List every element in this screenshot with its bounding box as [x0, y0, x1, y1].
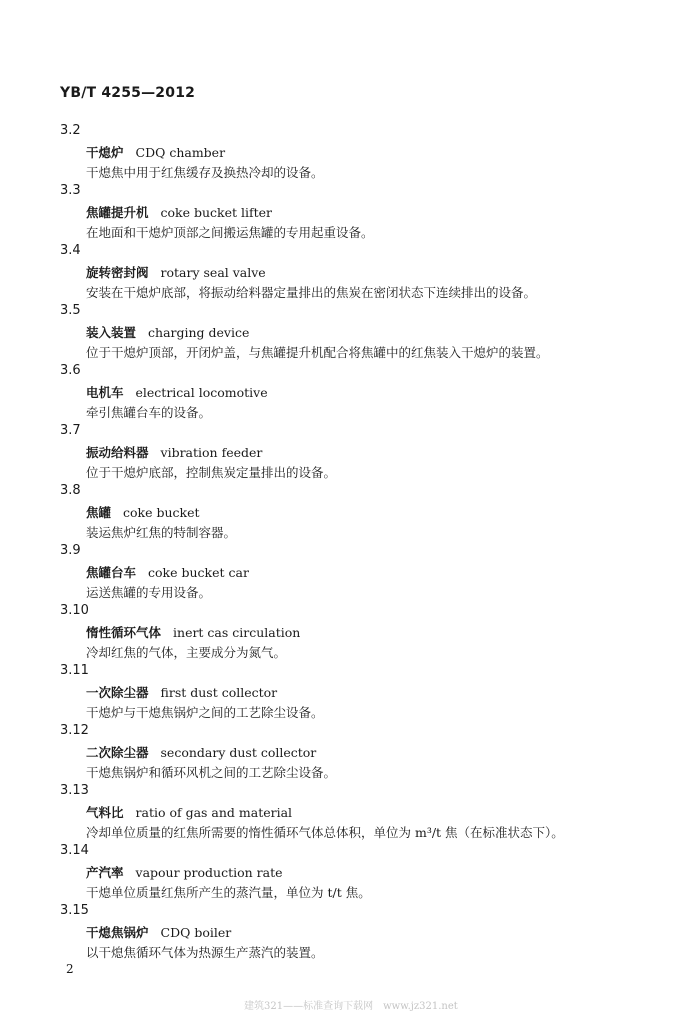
term-chinese: 焦罐台车 — [86, 565, 137, 580]
term-english: coke bucket car — [148, 565, 249, 580]
term-title — [86, 203, 272, 221]
term-english: coke bucket lifter — [160, 205, 273, 220]
term-number: 3.5 — [60, 303, 81, 318]
term-definition: 位于干熄炉底部，控制焦炭定量排出的设备。 — [86, 465, 337, 480]
term-title — [86, 623, 300, 641]
term-chinese: 焦罐提升机 — [86, 205, 149, 220]
term-definition: 位于干熄炉顶部，开闭炉盖，与焦罐提升机配合将焦罐中的红焦装入干熄炉的装置。 — [86, 345, 549, 360]
term-english: coke bucket — [123, 505, 200, 520]
term-chinese: 一次除尘器 — [86, 685, 149, 700]
term-definition: 安装在干熄炉底部，将振动给料器定量排出的焦炭在密闭状态下连续排出的设备。 — [86, 285, 537, 300]
term-number: 3.4 — [60, 243, 81, 258]
term-chinese: 装入装置 — [86, 325, 137, 340]
term-chinese: 二次除尘器 — [86, 745, 149, 760]
term-definition: 冷却单位质量的红焦所需要的惰性循环气体总体积，单位为 m³/t 焦（在标准状态下）。 — [86, 825, 564, 840]
term-english: CDQ boiler — [160, 925, 232, 940]
term-number: 3.13 — [60, 783, 89, 798]
term-english: secondary dust collector — [160, 745, 317, 760]
term-chinese: 气料比 — [86, 805, 124, 820]
standard-code: YB/T 4255—2012 — [60, 85, 196, 101]
term-title — [86, 383, 268, 401]
term-english: charging device — [148, 325, 250, 340]
term-number: 3.3 — [60, 183, 81, 198]
term-title — [86, 683, 277, 701]
term-number: 3.2 — [60, 123, 81, 138]
term-definition: 干熄单位质量红焦所产生的蒸汽量，单位为 t/t 焦。 — [86, 885, 371, 900]
term-number: 3.14 — [60, 843, 89, 858]
term-title — [86, 443, 262, 461]
term-english: CDQ chamber — [135, 145, 226, 160]
term-number: 3.7 — [60, 423, 81, 438]
term-number: 3.11 — [60, 663, 89, 678]
term-number: 3.15 — [60, 903, 89, 918]
term-definition: 牵引焦罐台车的设备。 — [86, 405, 212, 420]
term-chinese: 干熄焦锅炉 — [86, 925, 149, 940]
term-number: 3.6 — [60, 363, 81, 378]
term-chinese: 焦罐 — [86, 505, 112, 520]
term-title — [86, 743, 316, 761]
term-chinese: 旋转密封阀 — [86, 265, 149, 280]
term-title — [86, 503, 200, 521]
term-english: first dust collector — [160, 685, 278, 700]
term-chinese: 产汽率 — [86, 865, 124, 880]
page-number: 2 — [66, 962, 74, 976]
term-definition: 装运焦炉红焦的特制容器。 — [86, 525, 237, 540]
term-title — [86, 803, 292, 821]
term-definition: 冷却红焦的气体，主要成分为氮气。 — [86, 645, 287, 660]
term-chinese: 干熄炉 — [86, 145, 124, 160]
watermark-text: 建筑321——标准查询下载网 www.jz321.net — [244, 1001, 458, 1012]
term-chinese: 惰性循环气体 — [86, 625, 162, 640]
term-english: rotary seal valve — [160, 265, 266, 280]
term-definition: 在地面和干熄炉顶部之间搬运焦罐的专用起重设备。 — [86, 225, 374, 240]
term-english: vapour production rate — [135, 865, 283, 880]
term-chinese: 振动给料器 — [86, 445, 149, 460]
term-title — [86, 923, 231, 941]
term-definition: 以干熄焦循环气体为热源生产蒸汽的装置。 — [86, 945, 324, 960]
term-title — [86, 263, 266, 281]
term-chinese: 电机车 — [86, 385, 124, 400]
term-definition: 干熄焦锅炉和循环风机之间的工艺除尘设备。 — [86, 765, 337, 780]
term-number: 3.10 — [60, 603, 89, 618]
term-english: inert cas circulation — [173, 625, 301, 640]
term-english: electrical locomotive — [135, 385, 268, 400]
term-definition: 干熄焦中用于红焦缓存及换热冷却的设备。 — [86, 165, 324, 180]
term-number: 3.9 — [60, 543, 81, 558]
term-title — [86, 323, 249, 341]
term-title — [86, 143, 225, 161]
term-definition: 干熄炉与干熄焦锅炉之间的工艺除尘设备。 — [86, 705, 324, 720]
term-definition: 运送焦罐的专用设备。 — [86, 585, 212, 600]
term-english: ratio of gas and material — [135, 805, 293, 820]
term-title — [86, 563, 249, 581]
term-title — [86, 863, 283, 881]
term-number: 3.8 — [60, 483, 81, 498]
term-number: 3.12 — [60, 723, 89, 738]
term-english: vibration feeder — [160, 445, 263, 460]
